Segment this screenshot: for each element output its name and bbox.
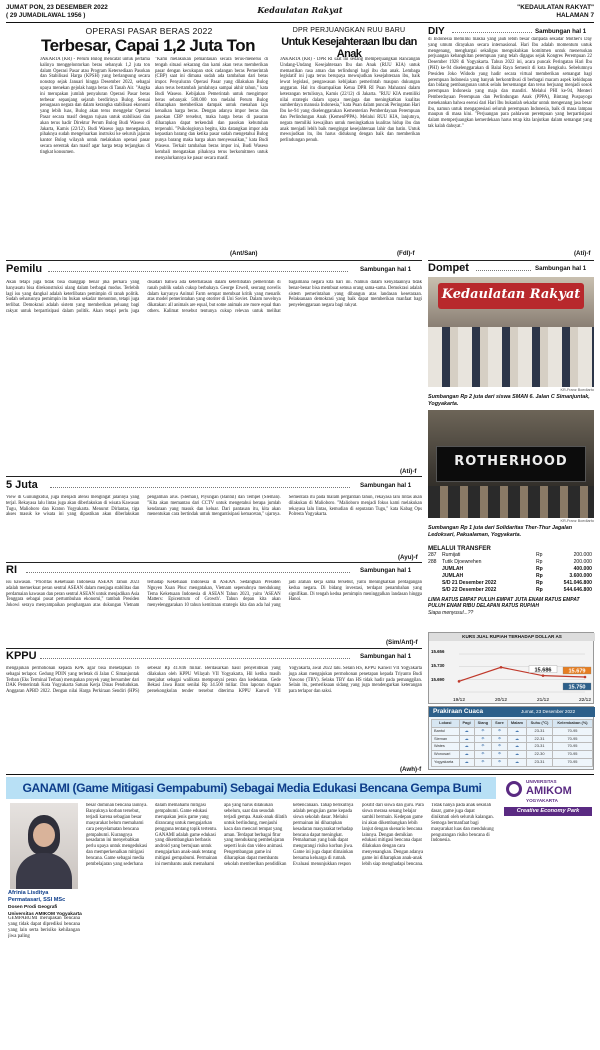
amikom-name: AMIKOM: [526, 785, 572, 797]
kurs-tick-label: 19/12: [453, 698, 466, 703]
pemilu-body: Akan tetapi juga tidak bisa dianggap benar jika perkara yang hanyasatu bisa direkonstruksi ulang dalam berbagai modus. Terlebih lagi isu yang dangkal adalah keterlibatan pemimpin di ranah politik. Sudah seharusnya pemimpin itu bukan sekadar menonton, tetapi juga terlibat. Demokrasi adalah sistem yang memberikan peluang bagi rakyat untuk berpartisipasi dalam politik. Akan tetapi perlu juga disadari bahwa ada keterbatasan dalam keterlibatan pemerintah di ranah publik sudah cukup berbahaya. George Erwell, seorang novelis dalam karyanya Animal Farm sempat membuat kritik yang menarik atas model pemerintahan yang otoriter di Uni Soviet. Dalam novelnya dikatakan: all animals are equal, but some animals are more equal than others. Kalimat tersebut tentunya cukup relevan untuk melihat bagaimana negara kita hari ini. Namun dalam kenyataannya tidak benar-benar bisa membuat semua orang sama-sama. Demokrasi adalah sistem pemerintahan yang dibangun atas landasan kesetaraan. Pelaksanaan demokrasi yang baik dapat memberikan manfaat bagi penyelenggaraan negara bagi rakyat.: [6, 280, 422, 314]
transfer-cur: Rp: [536, 580, 543, 586]
ganami-body-tail: [500, 825, 594, 1043]
weather-cloud-icon: ☂: [492, 735, 507, 743]
kurs-tick-label: 22/12: [578, 698, 592, 703]
weather-cloud-icon: ☁: [459, 727, 474, 735]
kurs-tick-label: 21/12: [536, 698, 550, 703]
transfer-amt: 400.000: [573, 566, 592, 572]
transfer-cur: Rp: [536, 566, 543, 572]
dompet-photo2: [428, 410, 594, 518]
transfer-name: S/D 21 Desember 2022: [442, 580, 497, 586]
lima-dots: [50, 487, 350, 488]
transfer-cur: Rp: [536, 587, 543, 593]
header-date: JUMAT PON, 23 DESEMBER 2022 ( 29 JUMADILAWAL 1956 ): [6, 4, 108, 19]
weather-temp: 23-31: [527, 743, 553, 751]
dompet-label: Dompet: [428, 262, 469, 274]
weather-cloud-icon: ☂: [474, 751, 492, 759]
author-photo: [10, 803, 78, 889]
weather-temp: 23-31: [527, 727, 553, 735]
weather-cloud-icon: ☁: [507, 743, 526, 751]
weather-table: [431, 719, 593, 767]
weather-humidity: 70-95: [552, 751, 592, 759]
weather-cloud-icon: ☂: [474, 727, 492, 735]
transfer-amt: 200.000: [573, 552, 592, 558]
weather-cloud-icon: ☁: [459, 758, 474, 766]
ri-sign: (Sim/Ant)-f: [386, 639, 418, 646]
terbilang: LIMA RATUS EMPAT PULUH EMPAT JUTA ENAM RATUS EMPAT PULUH ENAM RIBU DELAPAN RATUS RUPIAH: [428, 597, 580, 609]
diy-sign: (Ati)-f: [574, 250, 591, 257]
kppu-rule: [6, 648, 422, 649]
transfer-cur: Rp: [536, 559, 543, 565]
weather-col-header: Suhu (°C): [527, 720, 553, 728]
author-body: [16, 853, 72, 889]
dompet-dots: [476, 270, 531, 271]
ganami-title: GANAMI (Game Mitigasi Gempabumi) Sebagai Media Edukasi Bencana Gempa Bumi: [22, 781, 482, 795]
transfer-amt: 200.000: [573, 559, 592, 565]
weather-humidity: 70-95: [552, 727, 592, 735]
art2-sign: (Fdl)-f: [397, 250, 415, 257]
kurs-chart-box: [428, 632, 594, 704]
transfer-name: JUMLAH: [442, 566, 464, 572]
ad-rule: [6, 774, 594, 775]
dompet-rule: [428, 260, 594, 261]
kppu-body: mengajukan permohonan kepada KPK agar bisa menetapkan 16 sebagai terlapor. Gedung PDIN yang terletak di Jalan C Simanjuntak Terban (Eks Terminal Terban) merupakan proyek yang bersumber dari DAK Pemerintah Kota Yogyakarta Satuan Kerja Dinas Pendudukan. Anggaran APBD 2022. Dengan nilai Harga Perkiraan Sendiri (HPS) sebesar Rp 41.846 miliar. Berdasarkan hasil penyelidikan yang dilakukan oleh KPPU Wilayah VII Yogyakarta, Hil ketika masih menjabat sebagai walikota mempunyai peran dan kedekatan. Gede Bekasi Jawa Barat senilai Rp 34.500 miliar. Dan laporan dugaan persekongkolan tender tersebut diterima KPPU Kanwil VII Yogyakarta, awal 2022 lalu. Selain HS, KPPU Kanwil VII Yogyakarta juga akan mengajukan permohonan penetapan kepada Triyanto Budi Yuwono (TBY). Selaku TBY dan HS tidak hadir pada pemanggilan. Selain itu, pemeriksaan sidang yang juga mendengarkan keterangan para terlapor dan saksi.: [6, 666, 422, 695]
weather-cloud-icon: ☁: [459, 751, 474, 759]
kurs-tick-label: 20/12: [494, 698, 508, 703]
kurs-data-label: 15.686: [534, 667, 552, 674]
weather-cloud-icon: ☁: [507, 727, 526, 735]
transfer-amt: 3.600.000: [569, 573, 592, 579]
lima-rule: [6, 476, 422, 477]
weather-temp: 23-31: [527, 758, 553, 766]
photo1-people: [428, 327, 594, 387]
ri-body: isu kawasan. "Prioritas Keketuaan Indonesia ASEAN Tahun 2023 adalah memerkuat peran sentral ASEAN dalam menjaga stabilitas dan perdamaian kawasan dan peran sentral ASEAN untuk menjadikan Asia Tenggara sebagai pusat pertumbuhan ekonomi," tambah Presiden Jokowi seraya menyampaikan penghargaan atas dukungan Vietnam terhadap Keketuaan Indonesia di ASEAN. Sedangkan Presiden Nguyen Xuan Phuc mengatakan, Vietnam sepenuhnya mendukung Tema Keketuaan Indonesia di ASEAN Tahun 2023, yaitu 'ASEAN Matters: Epicentrum of Growth'. Tahun depan kita akan menyelenggarakan 10 tahun kemitraan strategis kita dan ada hal yang jadi arahan kerja sama tersebut, yaitu meningkatkan perdagangan kedua negara. Di bidang investasi, terdapat penambahan yang signifikan. Di tengah kedua pemimpin meninggalkan landasan hingga Hanoi.: [6, 580, 422, 609]
weather-city: Sleman: [432, 735, 460, 743]
weather-box: [428, 706, 594, 770]
diy-label: DIY: [428, 26, 445, 37]
amikom-city: YOGYAKARTA: [526, 798, 558, 803]
weather-cloud-icon: ☁: [507, 758, 526, 766]
art2-kicker: DPR PERJUANGKAN RUU BARU: [292, 27, 406, 34]
transfer-no: 288: [428, 559, 437, 565]
art1-col2: "Kami melakukan pemantauan secara terus-menerus di tengah situasi sekarang dan kami akan terus memberikan pasar dengan kecukupan stok cadangan beras Pemerintah (CBP) saat ini dimana sudah ada tambahan dari beras impor. Penyaluran Operasi Pasar yang dilakukan Bulog akan terus bertambah jumlahnya sampai akhir tahun," kata Budi Waseso. Kebijakan Pemerintah untuk mengimpor beras sebanyak 500.000 ton melalui Perum Bulog diharapkan memberikan dampak untuk menahan laju kenaikan harga beras. Dengan adanya impor beras dan pasokan CBP tersebut, maka harga beras di pasaran diharapkan dapat terkendali dan pasokan kebutuhan terpenuhi. "Psikologisnya begitu, kita datangkan impor ada kepastian barang dan ketika pasar sudah mengetahui Bulog punya barang maka harga akan menyesuaikan," kata Budi Waseso. Terkait tambahan beras impor ini, Budi Waseso kembali mengatakan pihaknya terus berkomitmen untuk menyalurkannya ke pasar secara masif.: [155, 57, 268, 161]
weather-temp: 22-31: [527, 735, 553, 743]
weather-row: [432, 758, 593, 766]
kurs-left-label: 15.730: [431, 663, 445, 668]
amikom-logo: [502, 777, 594, 821]
weather-humidity: 70-95: [552, 758, 592, 766]
art2-body: JAKARTA (KR) - DPR RI saat ini sedang memperjuangkan Rancangan Undang-Undang Kesejahteraan Ibu dan Anak (RUU KIA) untuk memastikan rasa aman dan terlindungi bagi ibu dan anak. Lembaga legislatif ini juga terus berupaya mewujudkan kesejahteraan ibu, baik lewat legislasi, pengawasan kebijakan pemerintah maupun dukungan anggaran. Hal itu disampaikan Ketua DPR RI Puan Maharani dalam keterangan tertulisnya, Kamis (22/12) di Jakarta. "RUU KIA memiliki nilai strategis dalam upaya menjaga dan meningkatkan kualitas sumberdaya manusia Indonesia," kata Puan dalam puncak Peringatan Hari Ibu ke-94 yang diselenggarakan Kementerian Pemberdayaan Perempuan dan Perlindungan Anak (KemenPPPA). Melalui RUU KIA, lanjutnya, negara memiliki kewajiban untuk meningkatkan kualitas hidup ibu dan anak menjadi lebih baik mengingat kesejahteraan lahir dan batin. Untuk mewujudkan itu, ibu harus didukung dengan baik dan memberikan perlindungan penuh.: [280, 57, 420, 144]
author-role1: Dosen Prodi Geografi: [8, 905, 58, 910]
weather-cloud-icon: ☂: [474, 735, 492, 743]
header-rule: [6, 22, 594, 23]
kr-banner-text: Kedaulatan Rakyat: [441, 287, 581, 302]
transfer-cur: Rp: [536, 552, 543, 558]
kurs-point: [542, 674, 545, 677]
pemilu-sambung: Sambungan hal 1: [360, 266, 412, 273]
transfer-table: [428, 552, 594, 596]
weather-cloud-icon: ☁: [459, 743, 474, 751]
transfer-amt: 541.046.800: [563, 580, 592, 586]
weather-title: Prakiraan Cuaca: [433, 708, 484, 715]
masthead-logo: Kedaulatan Rakyat: [257, 5, 343, 15]
kurs-left-label: 15.656: [431, 649, 445, 654]
weather-row: [432, 743, 593, 751]
weather-col-header: Pagi: [459, 720, 474, 728]
kppu-sign: (Awh)-f: [400, 766, 422, 773]
art2-title: Untuk Kesejahteraan Ibu dan Anak: [281, 36, 417, 60]
transfer-name: JUMLAH: [442, 573, 464, 579]
weather-cloud-icon: ☂: [492, 727, 507, 735]
kppu-dots: [40, 658, 350, 659]
ri-dots: [26, 572, 350, 573]
photo1-caption: Sumbangan Rp 2 juta dari siswa SMAN 6. Jalan C Simanjuntak, Yogyakarta.: [428, 394, 590, 407]
art1-col1: JAKARTA (KR) - Perum Bulog mencatat untuk pertama kalinya menggelontorkan beras sebanyak 1,2 juta ton dalam Operasi Pasar atau Program Ketersediaan Pasokan dan Stabilisasi Harga (KPSH) yang berlangsung secara nonstop sejak Januari hingga Desember 2022, sebagai upaya menekan gejolak harga beras di Tanah Air. "Angka ini merupakan jumlah penyaluran Operasi Pasar beras terbesar sepanjang sejarah berdirinya Bulog. Sesuai penugasan negara dan dalam kerangka stabilisasi ekonomi yang lebih luas, Bulog akan terus menggelar Operasi Pasar secara masif dengan tujuan untuk stabilisasi dan akan terus hadir Direktur Perum Bulog Budi Waseso di Jakarta, Kamis (22/12). Budi Waseso juga menegaskan, pihaknya sudah mengeluarkan instruksi ke seluruh jajaran kantor Bulog wilayah untuk melakukan operasi pasar secara serentak dan masif agar harga tetap terjangkau di tingkat konsumen.: [40, 57, 150, 155]
kurs-point: [584, 676, 587, 679]
photo2-credit: KR-Franz Boediarto: [560, 519, 594, 523]
weather-col-header: Kelembaban (%): [552, 720, 592, 728]
pemilu-label: Pemilu: [6, 263, 43, 275]
pemilu-sign: (Ati)-f: [400, 468, 417, 475]
diy-body: di Indonesia memiliki makna yang jauh lebih besar daripada sekadar Mother's Day yang umum dirayakan secara internasional. Hari Ibu adalah momentum untuk mengenang, menghargai sekaligus mengukuhkan komitmen untuk meneruskan perjuangan kebangkitan perempuan yang telah digagas sejak Kongres Perempuan 22 Desember 1928 di Yogyakarta. Tahun 2022 ini, acara puncak Peringatan Hari Ibu (PHI) ke-94 diselenggarakan di Balai Raya Semenit di kota Bengkulu. Sebelumnya Presiden Joko Widodo yang hadir secara virtual memberikan semangat bagi perempuan Indonesia yang banyak berkontribusi di berbagai macam aspek kehidupan dan bidang pembangunan untuk selalu bersemangat dan terus berjuang menjadi sosok perempuan Indonesia yang maju dan mandiri. Melalui PHI ke-94, Menteri Pemberdayaan Perempuan dan Perlindungan Anak (PPPA), Bintang Puspayoga menekankan bahwa esensi dari Hari Ibu bukanlah sekadar untuk mengenang jasa besar ibu, namun untuk mengapresiasi seluruh perempuan Indonesia, baik di masa lampau maupun di masa kini. "Perjuangan para pahlawan perempuan yang berpartisipasi dalam memperjuangkan kemerdekaan harus tetap kita lanjutkan dalam semangat yang tak kalah dahsyat.": [428, 37, 592, 129]
art1-kicker: OPERASI PASAR BERAS 2022: [85, 26, 213, 36]
lima-sambung: Sambungan hal 1: [360, 482, 412, 489]
amikom-tagline: Creative Economy Park: [504, 807, 592, 816]
pemilu-rule: [6, 260, 422, 261]
transfer-no: 287: [428, 552, 437, 558]
weather-humidity: 70-95: [552, 735, 592, 743]
weather-cloud-icon: ☂: [492, 743, 507, 751]
weather-row: [432, 727, 593, 735]
transfer-cur: Rp: [536, 573, 543, 579]
weather-cloud-icon: ☁: [459, 735, 474, 743]
author-face: [33, 823, 55, 847]
kurs-svg: [453, 642, 593, 704]
weather-city: Wonosari: [432, 751, 460, 759]
lima-body: View di Gunungkidul, juga menjadi atensi mengingat jalannya yang terjal. Rekayasa lalu lintas juga akan diberlakukan di wisata Kawasan Tugu, Malioboro dan Kraton Yogyakarta. Menurut Dirlantas, tiga akses masuk ke wisata ini yang dipastikan akan diberlakukan pengalihan arus. (Sleman), Piyungan (Bantul) dan Tempel (Sleman). "Kita akan memantau dari CCTV untuk mengetahui berapa jumlah kendaraan yang masuk dan keluar. Dari pantauan itu, kita akan menentukan cara bertindak untuk mengantisipasi kemacetan," ujarnya. Sementara itu pada malam pergantian tahun, rekayasa lalu lintas akan dilakukan di Malioboro. "Malioboro menjadi fokus kami melakukan rekayasa lalu lintas, kemudian di seputaran Tugu," kata Kabag Ops Polresta Yogyakarta.: [6, 495, 422, 518]
weather-city: Yogyakarta: [432, 758, 460, 766]
kurs-left-label: 15.690: [431, 677, 445, 682]
amikom-univ: UNIVERSITAS: [526, 779, 557, 784]
transfer-name: Tutik Djoewrehen: [442, 559, 482, 565]
photo2-caption: Sumbangan Rp 1 juta dari Solidaritas Ther-Thur Jagalan Ledoksari, Pakualaman, Yogyakarta.: [428, 525, 573, 538]
kurs-data-label: 15.750: [568, 684, 586, 691]
dompet-sambung: Sambungan hal 1: [535, 265, 587, 272]
author-role2: Universitas AMIKOM Yogyakarta: [8, 912, 82, 917]
author-block: [8, 890, 82, 918]
weather-cloud-icon: ☂: [492, 758, 507, 766]
kurs-title: KURS JUAL RUPIAH TERHADAP DOLLAR AS: [429, 633, 595, 641]
weather-city: Wates: [432, 743, 460, 751]
diy-dots: [452, 32, 532, 33]
weather-cloud-icon: ☂: [474, 758, 492, 766]
transfer-amt: 544.646.800: [563, 587, 592, 593]
header-page: "KEDAULATAN RAKYAT" HALAMAN 7: [517, 4, 594, 19]
kppu-sambung: Sambungan hal 1: [360, 653, 412, 660]
kurs-point: [500, 666, 503, 669]
ganami-lead: GEMPABUMI merupakan bencana yang tidak dapat diprediksi bencana yang lain serta berisiko kehilangan jiwa paling: [8, 916, 80, 939]
kppu-label: KPPU: [6, 650, 37, 662]
siapa-menyusul: Siapa menyusul...??: [428, 610, 474, 616]
diy-sambung: Sambungan hal 1: [535, 28, 587, 35]
weather-temp: 22-30: [527, 751, 553, 759]
weather-col-header: Siang: [474, 720, 492, 728]
kurs-left-labels: [431, 645, 453, 687]
transfer-name: Rumijati: [442, 552, 461, 558]
dompet-photo1: [428, 277, 594, 387]
photo2-people: [428, 486, 594, 518]
weather-cloud-icon: ☂: [492, 751, 507, 759]
ri-label: RI: [6, 564, 17, 576]
amikom-emblem-icon: [506, 781, 522, 797]
weather-col-header: Lokasi: [432, 720, 460, 728]
weather-date: Jumat, 23 Desember 2022: [521, 709, 576, 714]
weather-city: Bantul: [432, 727, 460, 735]
ganami-body: besar dominan bencana lainnya. Banyaknya korban tersebut, terjadi karena sebagian besar masyarakat belum memahami cara penyelamatan bencana gempabumi. Kurangnya kesadaran ini menyebabkan perlu upaya untuk mengedukasi dan memperkenalkan mitigasi bencana. Game sebagai media pembelajaran yang sederhana dalam memahami mitigasi gempabumi. Game edukasi merupakan jenis game yang dirancang untuk mengajarkan pengguna tentang topik tertentu. GANAMI adalah game edukasi yang dikembangkan berbasis android yang bertujuan untuk mengajarkan anak-anak tentang mitigasi gempabumi. Permainan ini membantu anak memahami apa yang harus dilakukan sebelum, saat dan sesudah terjadi gempa. Anak-anak dilatih untuk berlindung, menjauhi kaca dan mencari tempat yang aman. Terdapat berbagai fitur yang mendukung pembelajaran seperti kuis dan video animasi. Pengembangan game ini diharapkan dapat membantu sekolah memberikan pendidikan kebencanaan. Tahap berikutnya adalah pengujian game kepada siswa sekolah dasar. Melalui permainan ini diharapkan kesadaran masyarakat terhadap bencana dapat meningkat. Pemahaman yang baik dapat mengurangi risiko korban jiwa. Game ini juga dapat dimainkan bersama keluarga di rumah. Evaluasi menunjukkan respon positif dari siswa dan guru. Para siswa merasa senang belajar sambil bermain. Kedepan game ini akan dikembangkan lebih lanjut dengan skenario bencana lainnya. Dengan demikian edukasi mitigasi bencana dapat dilakukan dengan cara menyenangkan. Dengan adanya game ini diharapkan anak-anak lebih siap menghadapi bencana. Tidak hanya pada anak sekolah dasar, game juga dapat dinikmati oleh seluruh kalangan. Semoga bermanfaat bagi masyarakat luas dan mendukung pengurangan risiko bencana di Indonesia.: [86, 803, 494, 868]
weather-cloud-icon: ☂: [474, 743, 492, 751]
weather-cloud-icon: ☁: [507, 751, 526, 759]
kurs-data-label: 15.679: [568, 668, 586, 675]
banner-text: ROTHERHOOD: [454, 454, 568, 469]
kurs-point: [458, 680, 461, 683]
weather-row: [432, 751, 593, 759]
ri-rule: [6, 562, 422, 563]
art1-title: Terbesar, Capai 1,2 Juta Ton: [40, 36, 255, 55]
transfer-name: S/D 22 Desember 2022: [442, 587, 497, 593]
pemilu-dots: [48, 271, 348, 272]
ri-sambung: Sambungan hal 1: [360, 567, 412, 574]
ganami-ad: [6, 777, 594, 1045]
weather-humidity: 70-95: [552, 743, 592, 751]
weather-col-header: Sore: [492, 720, 507, 728]
lima-label: 5 Juta: [6, 479, 38, 491]
weather-col-header: Malam: [507, 720, 526, 728]
weather-cloud-icon: ☁: [507, 735, 526, 743]
lima-sign: (Ayu)-f: [398, 554, 418, 561]
transfer-title: MELALUI TRANSFER: [428, 545, 491, 552]
photo1-credit: KR-Franz Boediarto: [560, 388, 594, 392]
author-name: Afrinia Lisditya Permatasari, SSI MSc: [8, 890, 66, 903]
weather-row: [432, 735, 593, 743]
art1-sign: (Ant/San): [230, 250, 258, 257]
